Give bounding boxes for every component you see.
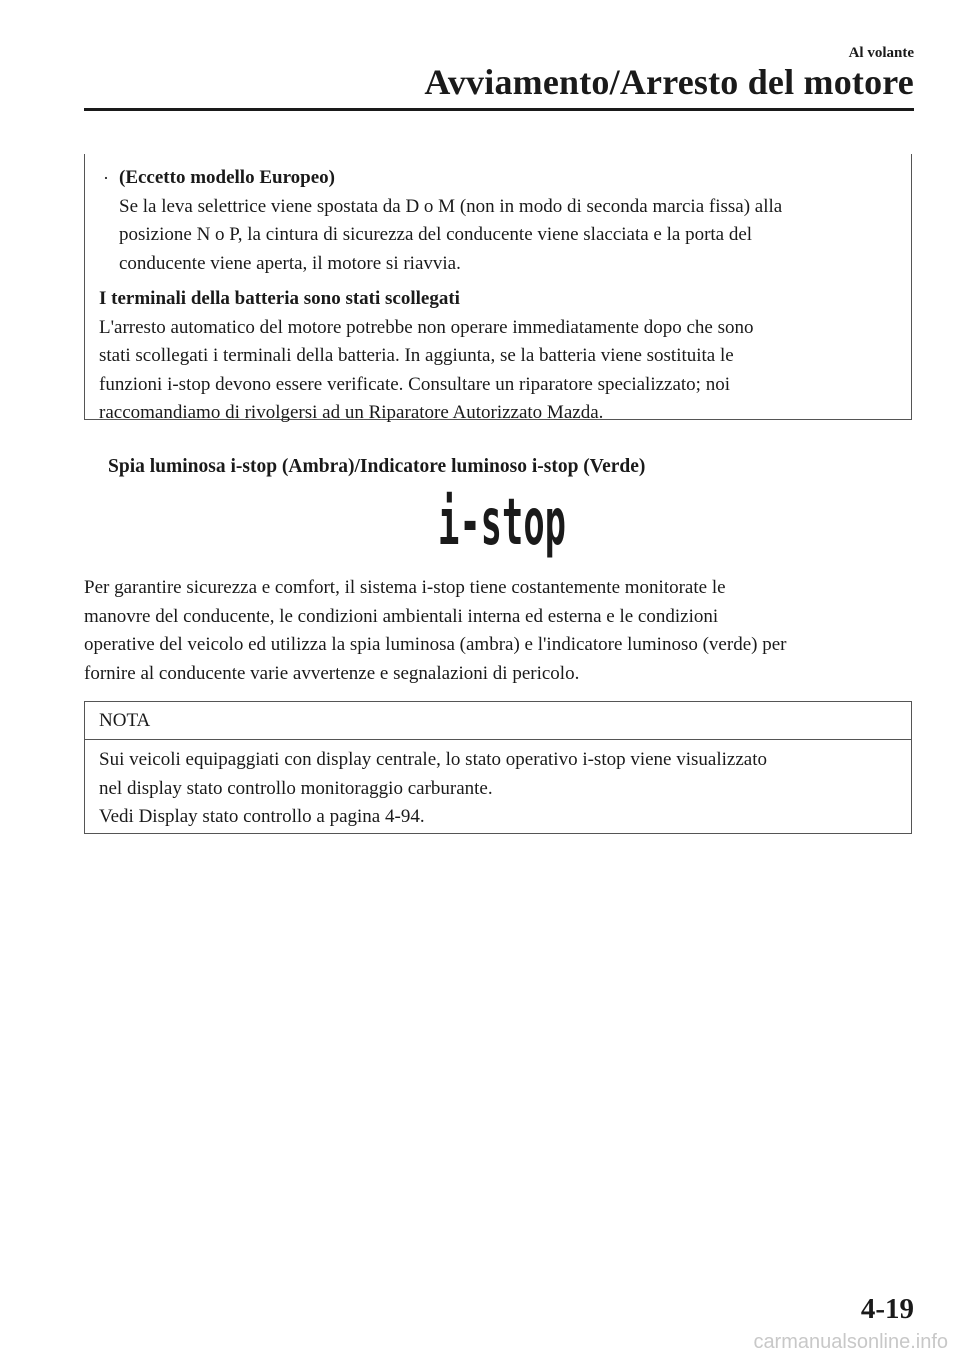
istop-symbol-icon [432, 486, 572, 568]
bullet-item [99, 164, 897, 278]
note-line: Vedi Display stato controllo a pagina 4-94. [99, 806, 425, 827]
warning-box [84, 154, 912, 423]
note-label: NOTA [85, 702, 911, 740]
note-body [85, 740, 911, 832]
istop-symbol [432, 486, 572, 568]
battery-line: stati scollegati i terminali della batteria. In aggiunta, se la batteria viene sostituita le [99, 345, 734, 366]
bullet-line: Se la leva selettrice viene spostata da D o M (non in modo di seconda marcia fissa) alla [119, 195, 783, 217]
note-line: Sui veicoli equipaggiati con display centrale, lo stato operativo i-stop viene visualizzato [99, 749, 767, 770]
section-label: Al volante [848, 45, 914, 61]
battery-line: L'arresto automatico del motore potrebbe non operare immediatamente dopo che sono [99, 316, 754, 338]
note-line: nel display stato controllo monitoraggio carburante. [99, 777, 493, 799]
intro-line: Per garantire sicurezza e comfort, il sistema i-stop tiene costantemente monitorate le [84, 577, 726, 598]
spacer [99, 278, 897, 285]
battery-line: funzioni i-stop devono essere verificate. Consultare un riparatore specializzato; noi [99, 373, 730, 395]
header-rule [84, 108, 914, 111]
battery-line: raccomandiamo di rivolgersi ad un Riparatore Autorizzato Mazda. [99, 402, 604, 423]
intro-line: operative del veicolo ed utilizza la spia luminosa (ambra) e l'indicatore luminoso (verde) per [84, 634, 787, 655]
intro-paragraph [84, 574, 914, 688]
note-box [84, 701, 912, 834]
bullet-line: conducente viene aperta, il motore si riavvia. [119, 252, 461, 274]
bullet-title: (Eccetto modello Europeo) [119, 167, 335, 188]
intro-line: manovre del conducente, le condizioni ambientali interna ed esterna e le condizioni [84, 605, 719, 627]
intro-line: fornire al conducente varie avvertenze e segnalazioni di pericolo. [84, 662, 580, 684]
page-number: 4-19 [860, 1293, 914, 1325]
bullet-dot: · [103, 168, 109, 188]
page-title: Avviamento/Arresto del motore [424, 62, 914, 102]
indicator-heading: Spia luminosa i-stop (Ambra)/Indicatore luminoso i-stop (Verde) [108, 456, 646, 477]
footer-watermark: carmanualsonline.info [753, 1331, 948, 1353]
bullet-line: posizione N o P, la cintura di sicurezza del conducente viene slacciata e la porta del [119, 224, 753, 245]
istop-symbol-text: i-stop [438, 486, 566, 560]
battery-title: I terminali della batteria sono stati scollegati [99, 288, 460, 309]
